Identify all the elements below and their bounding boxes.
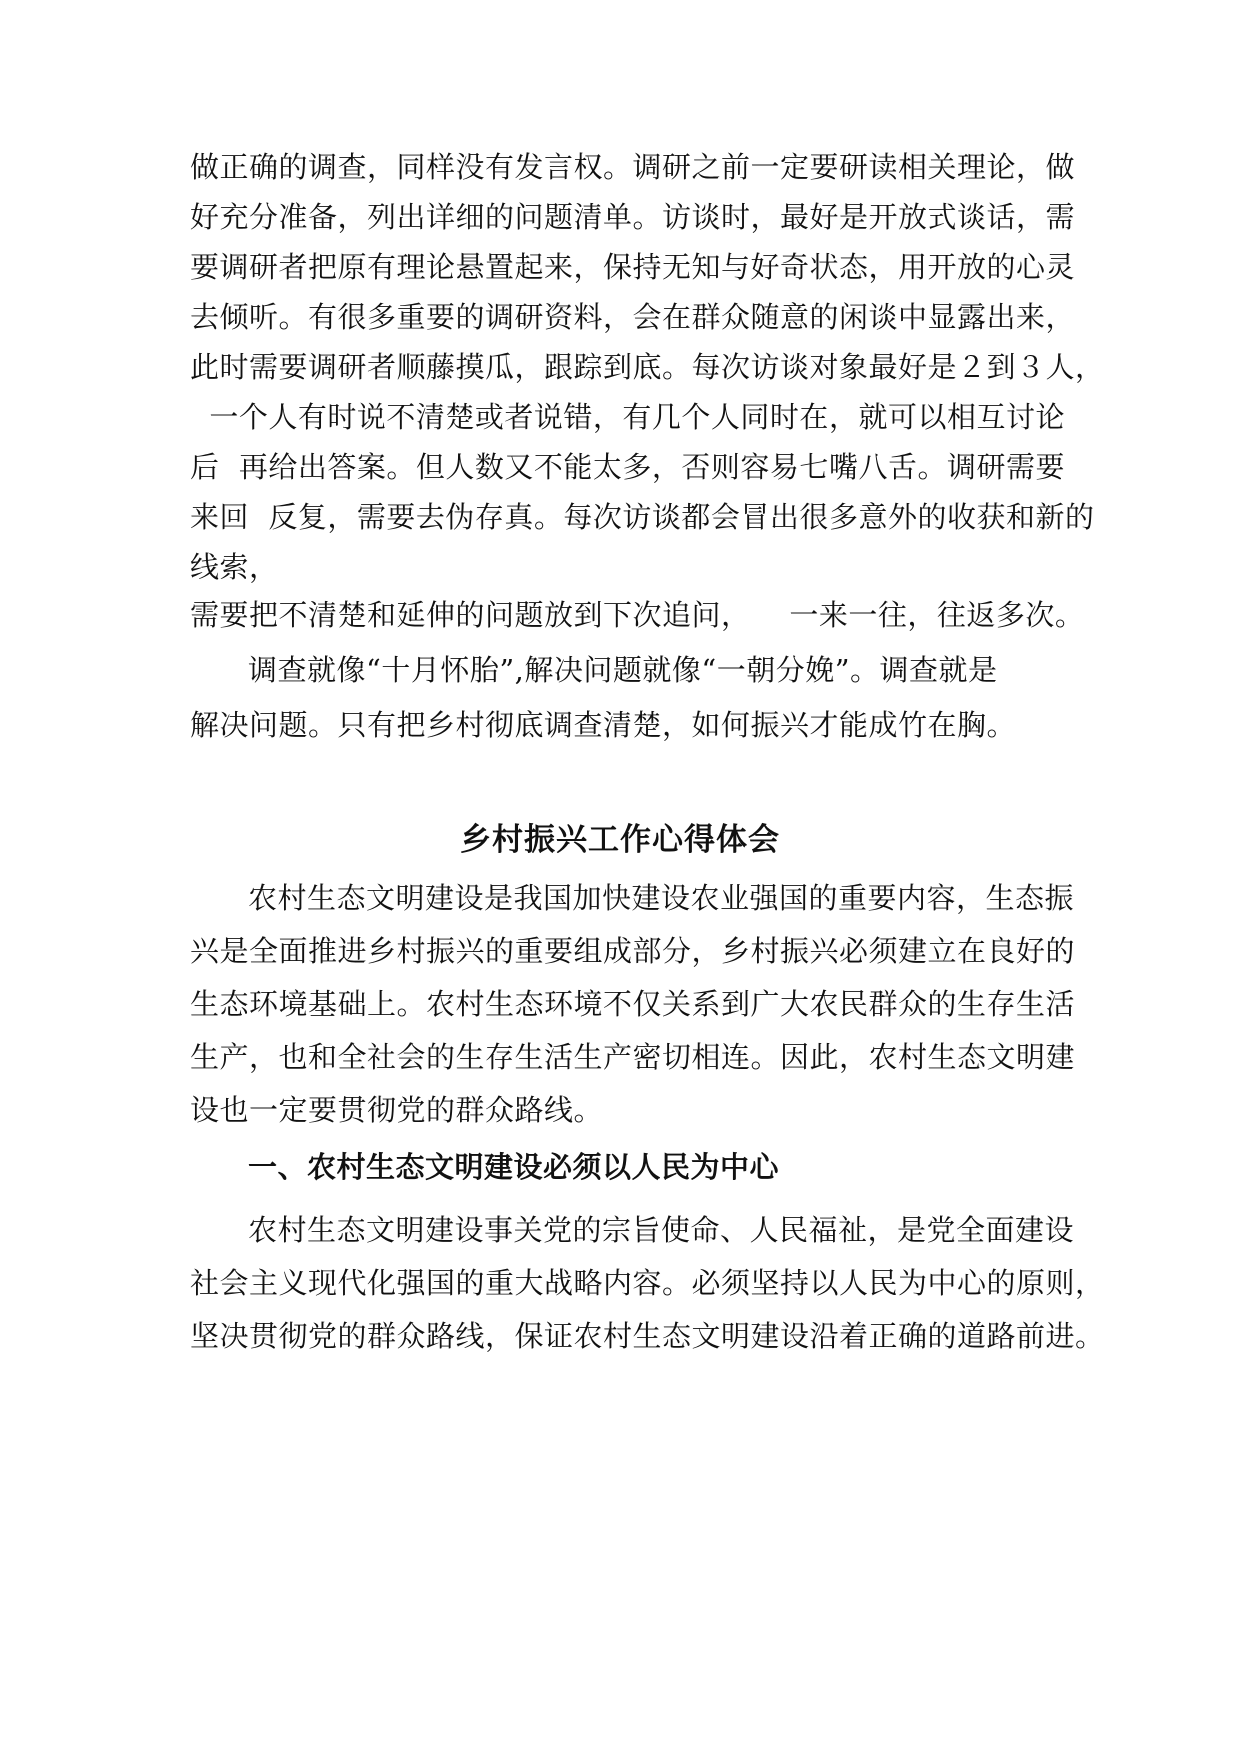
text-line: 需要把不清楚和延伸的问题放到下次追问， 一来一往，往返多次。 — [190, 598, 1085, 632]
text-line: 坚决贯彻党的群众路线，保证农村生态文明建设沿着正确的道路前进。 — [190, 1319, 1105, 1353]
text-line: 生态环境基础上。农村生态环境不仅关系到广大农民群众的生存生活 — [190, 987, 1076, 1021]
text-line: 线索， — [190, 550, 279, 584]
section-heading: 一、农村生态文明建设必须以人民为中心 — [248, 1150, 780, 1184]
text-line: 后 再给出答案。但人数又不能太多，否则容易七嘴八舌。调研需要 — [190, 450, 1065, 484]
text-line: 社会主义现代化强国的重大战略内容。必须坚持以人民为中心的原则， — [190, 1266, 1105, 1300]
text-line: 此时需要调研者顺藤摸瓜，跟踪到底。每次访谈对象最好是２到３人， — [190, 350, 1105, 384]
text-line: 生产，也和全社会的生存生活生产密切相连。因此，农村生态文明建 — [190, 1040, 1076, 1074]
text-line: 来回 反复，需要去伪存真。每次访谈都会冒出很多意外的收获和新的 — [190, 500, 1095, 534]
text-line: 要调研者把原有理论悬置起来，保持无知与好奇状态，用开放的心灵 — [190, 250, 1076, 284]
text-line: 农村生态文明建设事关党的宗旨使命、人民福祉，是党全面建设 — [248, 1213, 1075, 1247]
text-line: 解决问题。只有把乡村彻底调查清楚，如何振兴才能成竹在胸。 — [190, 708, 1017, 742]
text-line: 设也一定要贯彻党的群众路线。 — [190, 1093, 604, 1127]
text-line: 农村生态文明建设是我国加快建设农业强国的重要内容，生态振 — [248, 881, 1075, 915]
text-line: 好充分准备，列出详细的问题清单。访谈时，最好是开放式谈话，需 — [190, 200, 1076, 234]
text-line: 调查就像“十月怀胎”,解决问题就像“一朝分娩”。调查就是 — [248, 653, 998, 687]
text-line: 一个人有时说不清楚或者说错，有几个人同时在，就可以相互讨论 — [190, 400, 1065, 434]
text-line: 去倾听。有很多重要的调研资料，会在群众随意的闲谈中显露出来， — [190, 300, 1076, 334]
text-line: 做正确的调查，同样没有发言权。调研之前一定要研读相关理论，做 — [190, 150, 1076, 184]
text-line: 兴是全面推进乡村振兴的重要组成部分，乡村振兴必须建立在良好的 — [190, 934, 1076, 968]
article-title: 乡村振兴工作心得体会 — [460, 822, 780, 858]
